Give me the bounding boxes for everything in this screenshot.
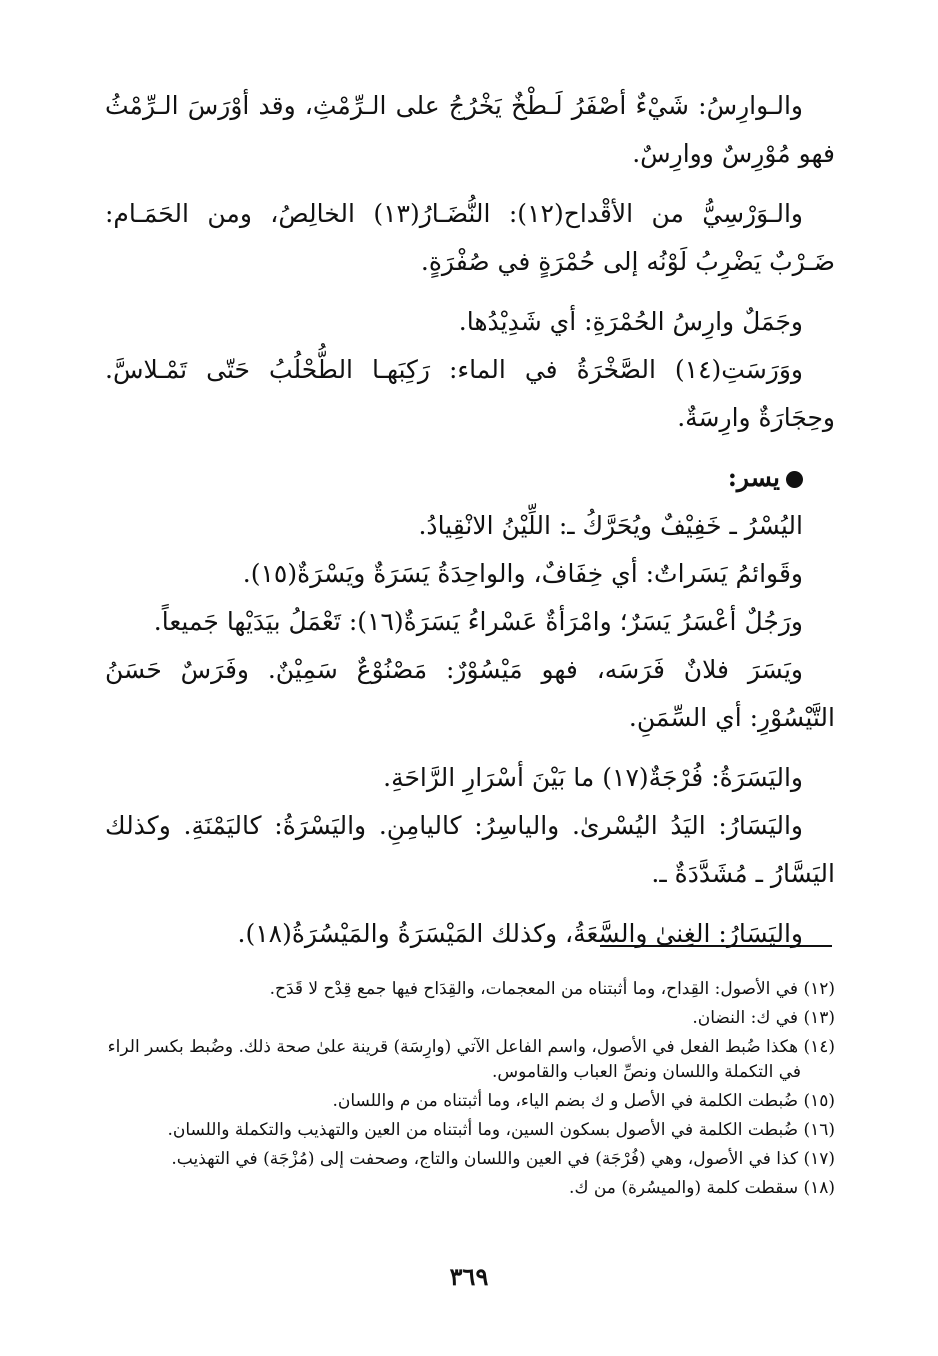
footnote: (١٣) في ك: النضان. <box>692 1008 835 1028</box>
page-number: ٣٦٩ <box>449 1262 489 1291</box>
paragraph: والـوَرْسِيُّ من الأقْداح(١٢): النُّضَـارُ(١٣) الخالِصُ، ومن الحَمَـام: ضَـرْبٌ يَضْرِبُ لَوْنُه إلى حُمْرَةٍ في صُفْرَةٍ. <box>105 199 835 276</box>
paragraph: ورَجُلٌ أعْسَرُ يَسَرٌ؛ وامْرَأةٌ عَسْراءُ يَسَرَةٌ(١٦): تَعْمَلُ بيَدَيْها جَميعاً. <box>153 607 803 636</box>
main-text <box>105 82 835 958</box>
footnote: (١٨) سقطت كلمة (والميسُرة) من ك. <box>569 1178 835 1198</box>
section-heading <box>105 454 835 502</box>
paragraph: واليَسَرَةُ: فُرْجَةٌ(١٧) ما بَيْنَ أسْرَارِ الرَّاحَةِ. <box>383 763 803 792</box>
footnote: (١٢) في الأصول: القِداح، وما أثبتناه من المعجمات، والقِدَاح فيها جمع قِدْح لا قَدَح. <box>269 979 835 999</box>
footnotes <box>105 977 835 1205</box>
paragraph: واليَسَارُ: الغِنىٰ والسَّعَةُ، وكذلك المَيْسَرَةُ والمَيْسُرَةُ(١٨). <box>237 919 803 948</box>
footnote: (١٦) ضُبطت الكلمة في الأصول بسكون السين، وما أثبتناه من العين والتهذيب والتكملة واللسان. <box>167 1120 835 1140</box>
paragraph: واليَسَارُ: اليَدُ اليُسْرىٰ. والياسِرُ: كاليامِنِ. واليَسْرَةُ: كاليَمْنَةِ. وكذلك اليَسَّارُ ـ مُشَدَّدَةٌ ـ. <box>105 811 835 888</box>
paragraph: وقَوائمُ يَسَراتٌ: أي خِفَافٌ، والواحِدَةُ يَسَرَةٌ ويَسْرَةٌ(١٥). <box>242 559 803 588</box>
paragraph: ويَسَرَ فلانٌ فَرَسَه، فهو مَيْسُوْرٌ: مَصْنُوْعٌ سَمِيْنٌ. وفَرَسٌ حَسَنُ التَّيْسُوْرِ: أي السِّمَنِ. <box>105 655 835 732</box>
paragraph: ووَرَسَتِ(١٤) الصَّخْرَةُ في الماء: رَكِبَهـا الطُّحْلُبُ حَتّى تَمْـلاسَّ. وحِجَارَةٌ وارِسَةٌ. <box>105 355 835 432</box>
bullet-icon <box>786 471 803 488</box>
paragraph: اليُسْرُ ـ خَفِيْفٌ ويُحَرَّكُ ـ: اللِّيْنُ الانْقِيادُ. <box>418 511 803 540</box>
footnote: (١٧) كذا في الأصول، وهي (فُرْجَة) في العين واللسان والتاج، وصحفت إلى (مُزْجَة) في التهذيب. <box>171 1149 835 1169</box>
footnote-separator <box>600 945 832 947</box>
paragraph: وجَمَلٌ وارِسُ الحُمْرَةِ: أي شَدِيْدُها. <box>458 307 803 336</box>
footnote: (١٤) هكذا ضُبط الفعل في الأصول، واسم الفاعل الآتي (وارِسَة) قرينة علىٰ صحة ذلك. وضُبط بكسر الراء في التكملة واللسان ونصِّ العباب والقاموس. <box>107 1037 835 1082</box>
section-heading-label: يسر: <box>727 463 780 492</box>
paragraph: والـوارِسُ: شَيْءٌ أصْفَرُ لَـطْخٌ يَخْرُجُ على الـرِّمْثِ، وقد أوْرَسَ الـرِّمْثُ فهو مُوْرِسٌ ووارِسٌ. <box>105 91 835 168</box>
footnote: (١٥) ضُبطت الكلمة في الأصل و ك بضم الياء، وما أثبتناه من م واللسان. <box>332 1091 835 1111</box>
